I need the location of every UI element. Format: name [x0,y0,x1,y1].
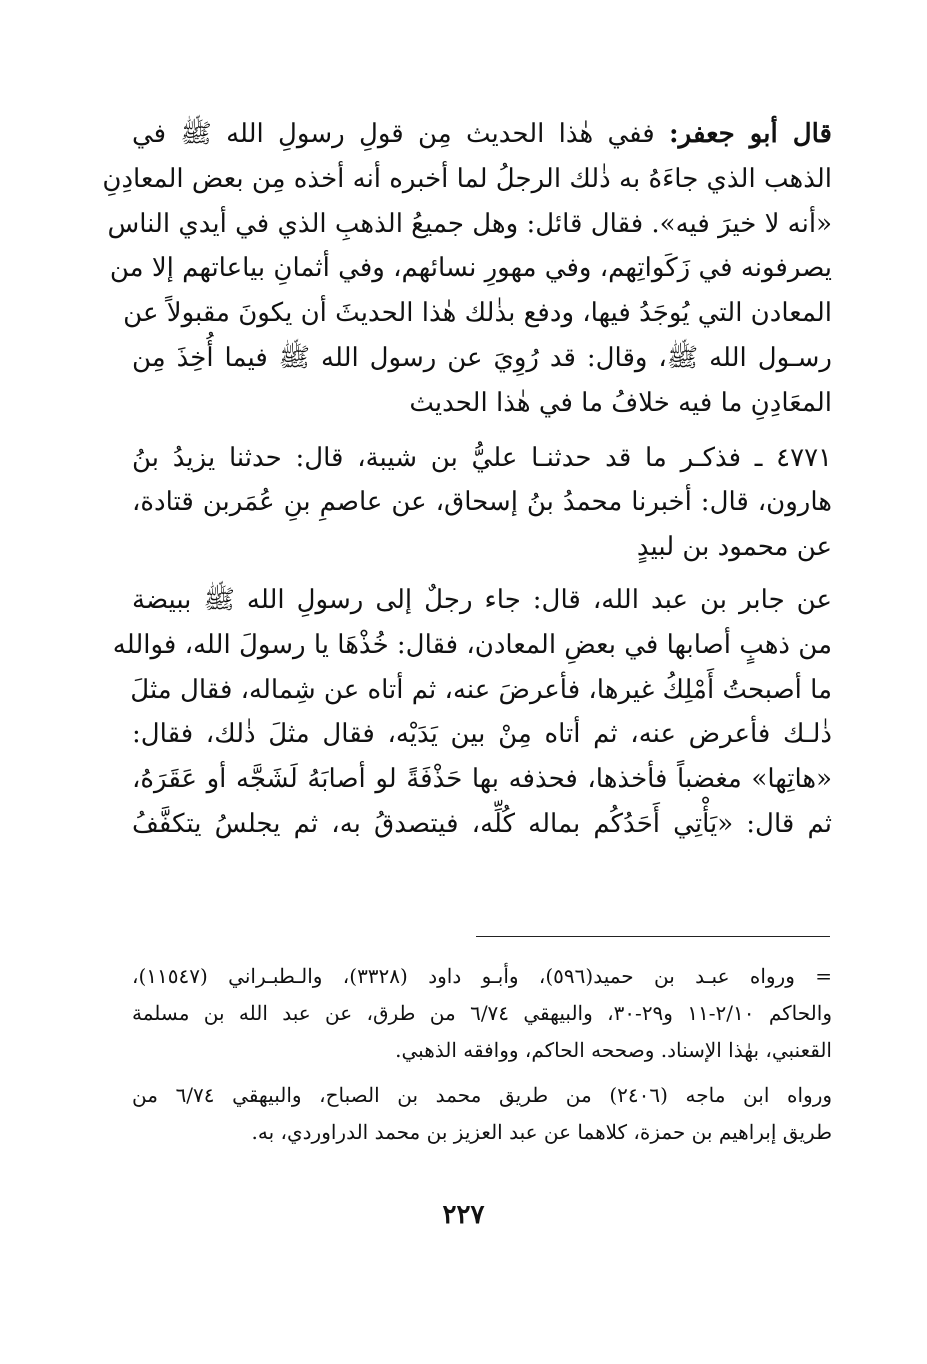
text-line: الذهب الذي جاءَهُ به ذٰلك الرجلُ لما أخبره أنه أخذه مِن بعض المعادِنِ [102,163,832,194]
text-line: ثم قال: «يَأْتِي أَحَدُكُم بماله كُلِّه، فيتصدقُ به، ثم يجلسُ يتكفَّفُ [132,808,832,839]
text-line: «هاتِها» مغضباً فأخذها، فحذفه بها حَذْفَةً لو أصابَهُ لَشَجَّه أو عَقَرَهُ، [132,764,832,795]
footnote-line: طريق إبراهيم بن حمزة، كلاهما عن عبد العزيز بن محمد الدراوردي، به. [251,1120,832,1144]
text-line: ذٰلـك فأعرض عنه، ثم أتاه مِنْ بين يَدَيْه، فقال مثلَ ذٰلك، فقال: [132,719,832,750]
footnote-line: القعنبي، بهٰذا الإسناد. وصححه الحاكم، ووافقه الذهبي. [395,1038,832,1062]
page-number: ٢٢٧ [442,1200,485,1230]
text-line: عن محمود بن لبيدٍ [636,532,832,563]
text-line: المعادن التي يُوجَدُ فيها، ودفع بذٰلك هٰذا الحديثَ أن يكونَ مقبولاً عن [123,298,832,329]
footnote-line: والحاكم ٢/١٠-١١ و٢٩-٣٠، والبيهقي ٦/٧٤ من طرق، عن عبد الله بن مسلمة [132,1001,832,1025]
paragraph-hadith-text [112,578,832,847]
footnote-divider [476,936,830,937]
text-line: «أنه لا خيرَ فيه». فقال قائل: وهل جميعُ الذهبِ الذي في أيدي الناس [107,208,832,239]
footnote-continued [132,958,832,1069]
text-line: المعَادِنِ ما فيه خلافُ ما في هٰذا الحديث [409,387,832,418]
main-text [102,112,832,847]
text-line: من ذهبٍ أصابها في بعضِ المعادن، فقال: خُذْهَا يا رسولَ الله، فوالله [112,629,832,660]
text-line: عن جابر بن عبد الله، قال: جاء رجلٌ إلى رسولِ الله ﷺ ببيضة [132,584,832,615]
footnotes [132,958,832,1151]
text-line: هارون، قال: أخبرنا محمدُ بنُ إسحاق، عن عاصمِ بنِ عُمَربن قتادة، [132,487,832,518]
speaker-lead: قال أبو جعفر: [669,119,832,149]
text-line: يصرفونه في زَكَواتِهم، وفي مهورِ نسائهم، وفي أثمانِ بياعاتهم إلا من [109,253,832,284]
text-line: رسـول الله ﷺ، وقال: قد رُوِيَ عن رسول الله ﷺ فيما أُخِذَ مِن [132,342,832,373]
paragraph-commentary [102,112,832,426]
footnote-second [132,1077,832,1151]
text-line: قال أبو جعفر: ففي هٰذا الحديث مِن قولِ رسولِ الله ﷺ في [132,119,832,149]
text-line: ٤٧٧١ ـ فذكـر ما قد حدثنـا عليُّ بن شيبة، قال: حدثنا يزيدُ بنُ [132,442,832,473]
text-line: ما أصبحتُ أَمْلِكُ غيرها، فأعرضَ عنه، ثم أتاه عن شِماله، فقال مثلَ [130,674,832,705]
paragraph-hadith-chain [132,436,832,570]
footnote-line: ورواه ابن ماجه (٢٤٠٦) من طريق محمد بن الصباح، والبيهقي ٦/٧٤ من [132,1083,833,1107]
footnote-line: = ورواه عبـد بن حميد(٥٩٦)، وأبـو داود (٣٣٢٨)، والـطبـراني (١١٥٤٧)، [132,964,832,988]
